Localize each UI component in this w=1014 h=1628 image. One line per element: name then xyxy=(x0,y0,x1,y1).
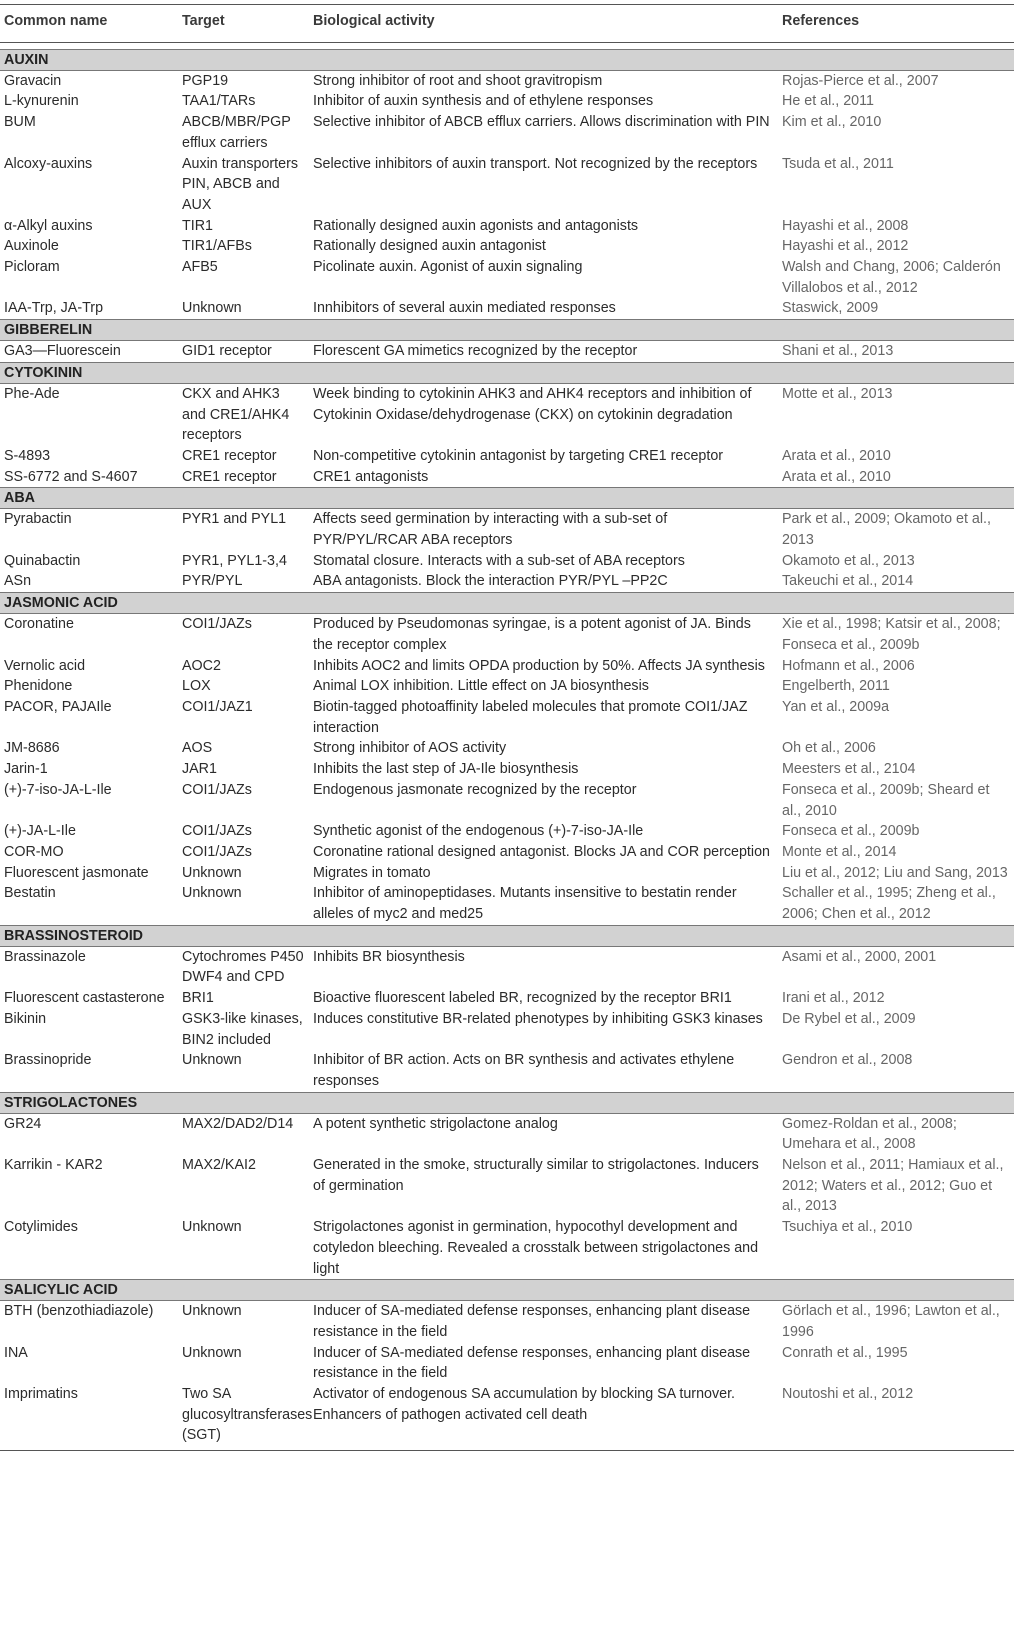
common-name-cell: L-kynurenin xyxy=(4,93,79,110)
table-header xyxy=(0,5,1014,43)
target-cell: PYR/PYL xyxy=(182,573,243,590)
reference-cell: Fonseca et al., 2009b xyxy=(782,823,920,840)
reference-cell: Görlach et al., 1996; Lawton et al., 1996 xyxy=(782,1303,1000,1340)
activity-cell: Innhibitors of several auxin mediated responses xyxy=(313,300,616,317)
reference-cell: He et al., 2011 xyxy=(782,93,874,110)
table-row xyxy=(0,551,1014,572)
common-name-cell: S-4893 xyxy=(4,447,51,464)
target-cell: Unknown xyxy=(182,300,242,317)
activity-cell: Florescent GA mimetics recognized by the receptor xyxy=(313,343,638,360)
table-row xyxy=(0,738,1014,759)
reference-cell: Okamoto et al., 2013 xyxy=(782,552,915,569)
table-row xyxy=(0,842,1014,863)
table-row xyxy=(0,1343,1014,1384)
table-row xyxy=(0,821,1014,842)
target-cell: Unknown xyxy=(182,864,242,881)
target-cell: ABCB/MBR/PGP efflux carriers xyxy=(182,114,291,151)
target-cell: AFB5 xyxy=(182,259,218,276)
common-name-cell: COR-MO xyxy=(4,843,64,860)
section-title: SALICYLIC ACID xyxy=(0,1280,1014,1301)
table-row xyxy=(0,467,1014,488)
table-row xyxy=(0,91,1014,112)
common-name-cell: Phe-Ade xyxy=(4,385,60,402)
table-row xyxy=(0,1301,1014,1343)
activity-cell: Inhibitor of BR action. Acts on BR synthesis and activates ethylene responses xyxy=(313,1052,735,1089)
table-row xyxy=(0,383,1014,446)
header-biological-activity: Biological activity xyxy=(309,5,778,43)
section-title: ABA xyxy=(0,488,1014,509)
activity-cell: Synthetic agonist of the endogenous (+)-7-iso-JA-Ile xyxy=(313,823,644,840)
common-name-cell: Pyrabactin xyxy=(4,511,72,528)
reference-cell: Xie et al., 1998; Katsir et al., 2008; Fonseca et al., 2009b xyxy=(782,616,1001,653)
common-name-cell: Brassinopride xyxy=(4,1052,92,1069)
common-name-cell: GA3—Fluorescein xyxy=(4,343,121,360)
header-target: Target xyxy=(178,5,309,43)
target-cell: AOS xyxy=(182,740,213,757)
target-cell: TIR1 xyxy=(182,217,213,234)
section-title: GIBBERELIN xyxy=(0,320,1014,341)
common-name-cell: Jarin-1 xyxy=(4,761,48,778)
section-title: BRASSINOSTEROID xyxy=(0,925,1014,946)
chemical-tools-table xyxy=(0,4,1014,1446)
activity-cell: Activator of endogenous SA accumulation by blocking SA turnover. Enhancers of pathogen activated cell death xyxy=(313,1386,736,1423)
common-name-cell: (+)-JA-L-Ile xyxy=(4,823,76,840)
table-row xyxy=(0,946,1014,988)
target-cell: Auxin transporters PIN, ABCB and AUX xyxy=(182,155,299,213)
common-name-cell: Bestatin xyxy=(4,885,56,902)
reference-cell: Kim et al., 2010 xyxy=(782,114,882,131)
target-cell: Unknown xyxy=(182,1344,242,1361)
common-name-cell: Picloram xyxy=(4,259,60,276)
common-name-cell: (+)-7-iso-JA-L-Ile xyxy=(4,781,112,798)
target-cell: Unknown xyxy=(182,1303,242,1320)
table-bottom-rule xyxy=(0,1450,1014,1451)
activity-cell: Rationally designed auxin agonists and antagonists xyxy=(313,217,639,234)
table-row xyxy=(0,571,1014,592)
common-name-cell: α-Alkyl auxins xyxy=(4,217,93,234)
activity-cell: Animal LOX inhibition. Little effect on JA biosynthesis xyxy=(313,678,649,695)
reference-cell: Asami et al., 2000, 2001 xyxy=(782,948,937,965)
target-cell: AOC2 xyxy=(182,657,221,674)
activity-cell: Affects seed germination by interacting with a sub-set of PYR/PYL/RCAR ABA receptors xyxy=(313,511,668,549)
table-row xyxy=(0,883,1014,925)
common-name-cell: Quinabactin xyxy=(4,552,81,569)
common-name-cell: Alcoxy-auxins xyxy=(4,155,93,172)
section-title: STRIGOLACTONES xyxy=(0,1092,1014,1113)
target-cell: COI1/JAZ1 xyxy=(182,698,253,715)
activity-cell: Inhibits BR biosynthesis xyxy=(313,948,465,965)
activity-cell: Coronatine rational designed antagonist. Blocks JA and COR perception xyxy=(313,843,770,860)
target-cell: CKX and AHK3 and CRE1/AHK4 receptors xyxy=(182,385,290,444)
reference-cell: Tsuda et al., 2011 xyxy=(782,155,894,172)
activity-cell: Migrates in tomato xyxy=(313,864,431,881)
target-cell: LOX xyxy=(182,678,211,695)
common-name-cell: Gravacin xyxy=(4,72,62,89)
table-row xyxy=(0,1009,1014,1050)
target-cell: MAX2/DAD2/D14 xyxy=(182,1115,294,1132)
activity-cell: Selective inhibitors of auxin transport. Not recognized by the receptors xyxy=(313,155,758,172)
table-row xyxy=(0,863,1014,884)
reference-cell: Oh et al., 2006 xyxy=(782,740,876,757)
reference-cell: Engelberth, 2011 xyxy=(782,678,890,695)
activity-cell: Inducer of SA-mediated defense responses, enhancing plant disease resistance in the field xyxy=(313,1344,751,1382)
target-cell: GID1 receptor xyxy=(182,343,272,360)
section-title: JASMONIC ACID xyxy=(0,593,1014,614)
table-row xyxy=(0,780,1014,821)
reference-cell: Shani et al., 2013 xyxy=(782,343,894,360)
target-cell: BRI1 xyxy=(182,990,214,1007)
target-cell: CRE1 receptor xyxy=(182,447,277,464)
common-name-cell: Fluorescent jasmonate xyxy=(4,864,149,881)
table-row xyxy=(0,759,1014,780)
target-cell: JAR1 xyxy=(182,761,217,778)
reference-cell: Noutoshi et al., 2012 xyxy=(782,1386,914,1403)
activity-cell: Bioactive fluorescent labeled BR, recognized by the receptor BRI1 xyxy=(313,990,732,1007)
common-name-cell: Vernolic acid xyxy=(4,657,86,674)
common-name-cell: Brassinazole xyxy=(4,948,86,965)
common-name-cell: ASn xyxy=(4,573,32,590)
table-row xyxy=(0,257,1014,298)
reference-cell: Conrath et al., 1995 xyxy=(782,1344,908,1361)
reference-cell: Motte et al., 2013 xyxy=(782,385,893,402)
activity-cell: Strigolactones agonist in germination, hypocothyl development and cotyledon bleeching. Revealed a crosstalk between strigolactones and light xyxy=(313,1219,759,1277)
table-body xyxy=(0,42,1014,1446)
table-row xyxy=(0,614,1014,656)
reference-cell: De Rybel et al., 2009 xyxy=(782,1010,916,1027)
reference-cell: Meesters et al., 2104 xyxy=(782,761,916,778)
reference-cell: Nelson et al., 2011; Hamiaux et al., 2012; Waters et al., 2012; Guo et al., 2013 xyxy=(782,1157,1004,1215)
activity-cell: Inhibits AOC2 and limits OPDA production by 50%. Affects JA synthesis xyxy=(313,657,765,674)
table-row xyxy=(0,1155,1014,1217)
table-row xyxy=(0,1217,1014,1280)
activity-cell: Inducer of SA-mediated defense responses, enhancing plant disease resistance in the field xyxy=(313,1303,751,1340)
spacer-row xyxy=(0,42,1014,49)
target-cell: CRE1 receptor xyxy=(182,468,277,485)
section-row xyxy=(0,1280,1014,1301)
table-row xyxy=(0,112,1014,153)
reference-cell: Monte et al., 2014 xyxy=(782,843,897,860)
activity-cell: Inhibitor of auxin synthesis and of ethylene responses xyxy=(313,93,654,110)
activity-cell: Inhibitor of aminopeptidases. Mutants insensitive to bestatin render alleles of myc2 and med25 xyxy=(313,885,737,923)
section-row xyxy=(0,925,1014,946)
target-cell: TAA1/TARs xyxy=(182,93,256,110)
reference-cell: Park et al., 2009; Okamoto et al., 2013 xyxy=(782,511,992,549)
activity-cell: Produced by Pseudomonas syringae, is a potent agonist of JA. Binds the receptor complex xyxy=(313,616,751,653)
reference-cell: Walsh and Chang, 2006; Calderón Villalobos et al., 2012 xyxy=(782,259,1001,296)
table-row xyxy=(0,154,1014,216)
activity-cell: Stomatal closure. Interacts with a sub-set of ABA receptors xyxy=(313,552,685,569)
reference-cell: Takeuchi et al., 2014 xyxy=(782,573,914,590)
target-cell: COI1/JAZs xyxy=(182,823,252,840)
table-row xyxy=(0,236,1014,257)
target-cell: PYR1 and PYL1 xyxy=(182,511,287,528)
target-cell: Unknown xyxy=(182,885,242,902)
target-cell: COI1/JAZs xyxy=(182,781,252,798)
common-name-cell: BTH (benzothiadiazole) xyxy=(4,1303,154,1320)
reference-cell: Hofmann et al., 2006 xyxy=(782,657,915,674)
reference-cell: Rojas-Pierce et al., 2007 xyxy=(782,72,939,89)
reference-cell: Arata et al., 2010 xyxy=(782,468,891,485)
table-row xyxy=(0,697,1014,738)
table-row xyxy=(0,509,1014,551)
target-cell: PGP19 xyxy=(182,72,229,89)
reference-cell: Irani et al., 2012 xyxy=(782,990,885,1007)
activity-cell: Week binding to cytokinin AHK3 and AHK4 receptors and inhibition of Cytokinin Oxidase/dehydrogenase (CKX) on cytokinin degradation xyxy=(313,385,752,423)
activity-cell: Induces constitutive BR-related phenotypes by inhibiting GSK3 kinases xyxy=(313,1010,763,1027)
activity-cell: Picolinate auxin. Agonist of auxin signaling xyxy=(313,259,583,276)
common-name-cell: INA xyxy=(4,1344,28,1361)
table-row xyxy=(0,988,1014,1009)
common-name-cell: Fluorescent castasterone xyxy=(4,990,165,1007)
activity-cell: Rationally designed auxin antagonist xyxy=(313,238,546,255)
reference-cell: Hayashi et al., 2008 xyxy=(782,217,909,234)
header-references: References xyxy=(778,5,1014,43)
reference-cell: Staswick, 2009 xyxy=(782,300,879,317)
table-row xyxy=(0,1050,1014,1092)
reference-cell: Arata et al., 2010 xyxy=(782,447,891,464)
table-row xyxy=(0,1113,1014,1155)
target-cell: MAX2/KAI2 xyxy=(182,1157,256,1174)
table-row xyxy=(0,676,1014,697)
target-cell: Cytochromes P450 DWF4 and CPD xyxy=(182,948,304,986)
reference-cell: Fonseca et al., 2009b; Sheard et al., 2010 xyxy=(782,781,990,819)
section-row xyxy=(0,320,1014,341)
common-name-cell: Imprimatins xyxy=(4,1386,78,1403)
reference-cell: Yan et al., 2009a xyxy=(782,698,890,715)
activity-cell: Strong inhibitor of AOS activity xyxy=(313,740,507,757)
reference-cell: Schaller et al., 1995; Zheng et al., 2006; Chen et al., 2012 xyxy=(782,885,996,923)
common-name-cell: GR24 xyxy=(4,1115,42,1132)
reference-cell: Liu et al., 2012; Liu and Sang, 2013 xyxy=(782,864,1008,881)
section-title: CYTOKININ xyxy=(0,362,1014,383)
header-common-name: Common name xyxy=(0,5,178,43)
table-row xyxy=(0,298,1014,319)
section-title: AUXIN xyxy=(0,49,1014,70)
common-name-cell: BUM xyxy=(4,114,36,131)
common-name-cell: Cotylimides xyxy=(4,1219,78,1236)
activity-cell: A potent synthetic strigolactone analog xyxy=(313,1115,558,1132)
common-name-cell: SS-6772 and S-4607 xyxy=(4,468,138,485)
table-row xyxy=(0,446,1014,467)
activity-cell: Inhibits the last step of JA-Ile biosynthesis xyxy=(313,761,579,778)
activity-cell: Generated in the smoke, structurally similar to strigolactones. Inducers of germination xyxy=(313,1157,759,1194)
target-cell: Unknown xyxy=(182,1052,242,1069)
table-row xyxy=(0,1384,1014,1446)
section-row xyxy=(0,49,1014,70)
activity-cell: CRE1 antagonists xyxy=(313,468,429,485)
reference-cell: Gomez-Roldan et al., 2008; Umehara et al., 2008 xyxy=(782,1115,957,1153)
target-cell: PYR1, PYL1-3,4 xyxy=(182,552,287,569)
activity-cell: Non-competitive cytokinin antagonist by targeting CRE1 receptor xyxy=(313,447,724,464)
target-cell: GSK3-like kinases, BIN2 included xyxy=(182,1010,303,1048)
common-name-cell: Auxinole xyxy=(4,238,59,255)
target-cell: COI1/JAZs xyxy=(182,843,252,860)
target-cell: Two SA glucosyltransferases (SGT) xyxy=(182,1386,313,1444)
section-row xyxy=(0,593,1014,614)
common-name-cell: IAA-Trp, JA-Trp xyxy=(4,300,104,317)
reference-cell: Tsuchiya et al., 2010 xyxy=(782,1219,913,1236)
target-cell: Unknown xyxy=(182,1219,242,1236)
common-name-cell: Bikinin xyxy=(4,1010,47,1027)
activity-cell: Biotin-tagged photoaffinity labeled molecules that promote COI1/JAZ interaction xyxy=(313,698,748,736)
common-name-cell: Karrikin - KAR2 xyxy=(4,1157,103,1174)
target-cell: TIR1/AFBs xyxy=(182,238,252,255)
activity-cell: Strong inhibitor of root and shoot gravitropism xyxy=(313,72,603,89)
reference-cell: Gendron et al., 2008 xyxy=(782,1052,913,1069)
common-name-cell: PACOR, PAJAIle xyxy=(4,698,112,715)
table-row xyxy=(0,341,1014,363)
section-row xyxy=(0,488,1014,509)
section-row xyxy=(0,1092,1014,1113)
activity-cell: Endogenous jasmonate recognized by the receptor xyxy=(313,781,637,798)
section-row xyxy=(0,362,1014,383)
common-name-cell: JM-8686 xyxy=(4,740,60,757)
activity-cell: ABA antagonists. Block the interaction PYR/PYL –PP2C xyxy=(313,573,668,590)
common-name-cell: Phenidone xyxy=(4,678,73,695)
table-row xyxy=(0,656,1014,677)
table-row xyxy=(0,216,1014,237)
activity-cell: Selective inhibitor of ABCB efflux carriers. Allows discrimination with PIN xyxy=(313,114,770,131)
target-cell: COI1/JAZs xyxy=(182,616,252,633)
reference-cell: Hayashi et al., 2012 xyxy=(782,238,909,255)
table-row xyxy=(0,70,1014,91)
common-name-cell: Coronatine xyxy=(4,616,74,633)
